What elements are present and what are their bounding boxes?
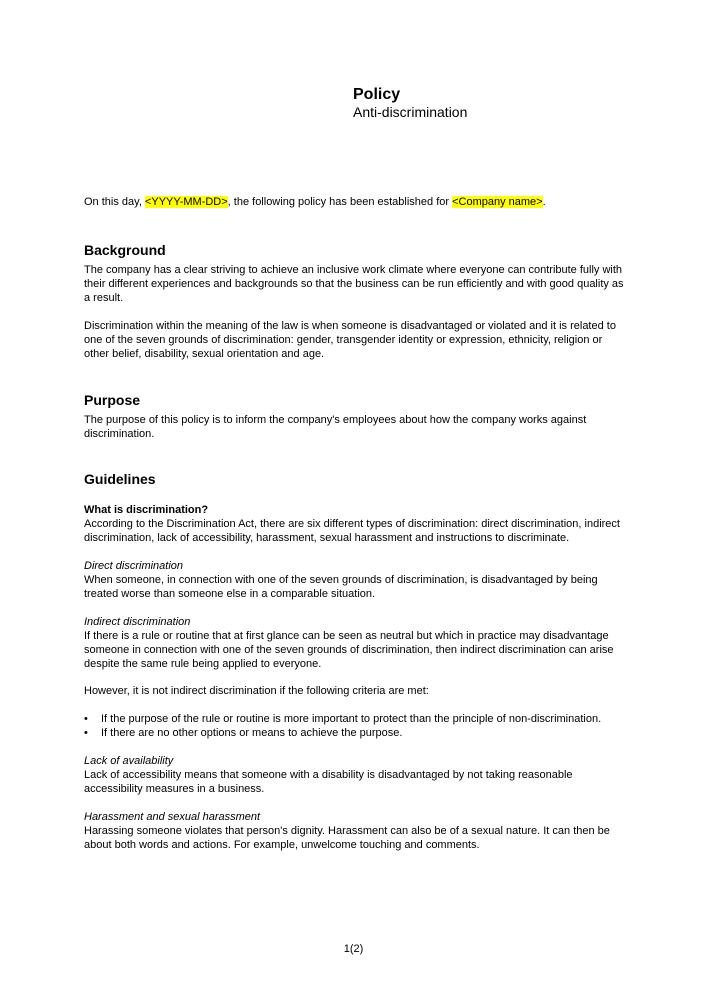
criteria-list-item [84, 712, 629, 726]
what-is-discrimination-heading: What is discrimination? [84, 504, 209, 516]
document-body [84, 195, 629, 852]
harassment-text: Harassing someone violates that person's dignity. Harassment can also be of a sexual nature. It can then be about both words and actions. For example, unwelcome touching and comments. [84, 825, 610, 851]
indirect-discrimination-heading: Indirect discrimination [84, 616, 191, 628]
direct-discrimination-heading: Direct discrimination [84, 560, 184, 572]
lack-of-availability-heading: Lack of availability [84, 755, 174, 767]
background-paragraph-1: The company has a clear striving to achieve an inclusive work climate where everyone can contribute fully with their different experiences and backgrounds so that the business can be run efficiently and with good quality as a result. [84, 264, 624, 304]
page-number: 1(2) [343, 943, 364, 955]
direct-discrimination-text: When someone, in connection with one of the seven grounds of discrimination, is disadvantaged by being treated worse than someone else in a comparable situation. [84, 574, 598, 600]
intro-prefix: On this day, [84, 196, 145, 208]
indirect-discrimination-text: If there is a rule or routine that at first glance can be seen as neutral but which in practice may disadvantage someone in connection with one of the seven grounds of discrimination, then indirect discrimination can arise despite the same rule being applied to everyone. [84, 630, 614, 670]
purpose-heading: Purpose [84, 392, 141, 408]
background-paragraph-2: Discrimination within the meaning of the law is when someone is disadvantaged or violated and it is related to one of the seven grounds of discrimination: gender, transgender identity or expression, ethnicity, religion or other belief, disability, sexual orientation and age. [84, 320, 616, 360]
harassment-heading: Harassment and sexual harassment [84, 811, 261, 823]
company-name-placeholder: <Company name> [452, 196, 543, 208]
background-heading: Background [84, 242, 166, 258]
document-header [353, 85, 467, 121]
document-subtitle: Anti-discrimination [353, 104, 468, 120]
criteria-intro: However, it is not indirect discrimination if the following criteria are met: [84, 685, 429, 697]
purpose-paragraph: The purpose of this policy is to inform the company's employees about how the company works against discrimination. [84, 414, 587, 440]
criteria-list [84, 712, 629, 740]
guidelines-heading: Guidelines [84, 471, 156, 487]
criteria-list-item [84, 726, 629, 740]
criteria-item-text: If the purpose of the rule or routine is more important to protect than the principle of non-discrimination. [101, 713, 602, 725]
intro-middle: , the following policy has been established for [227, 196, 453, 208]
criteria-item-text: If there are no other options or means to achieve the purpose. [101, 727, 403, 739]
intro-sentence [84, 195, 629, 209]
bullet-icon: • [84, 713, 88, 725]
bullet-icon: • [84, 727, 88, 739]
document-title: Policy [353, 86, 401, 103]
lack-of-availability-text: Lack of accessibility means that someone with a disability is disadvantaged by not taking reasonable accessibility measures in a business. [84, 769, 573, 795]
intro-suffix: . [542, 196, 546, 208]
date-placeholder: <YYYY-MM-DD> [144, 196, 228, 208]
what-is-discrimination-text: According to the Discrimination Act, there are six different types of discrimination: direct discrimination, indirect discrimination, lack of accessibility, harassment, sexual harassment and instructions to discriminate. [84, 518, 620, 544]
